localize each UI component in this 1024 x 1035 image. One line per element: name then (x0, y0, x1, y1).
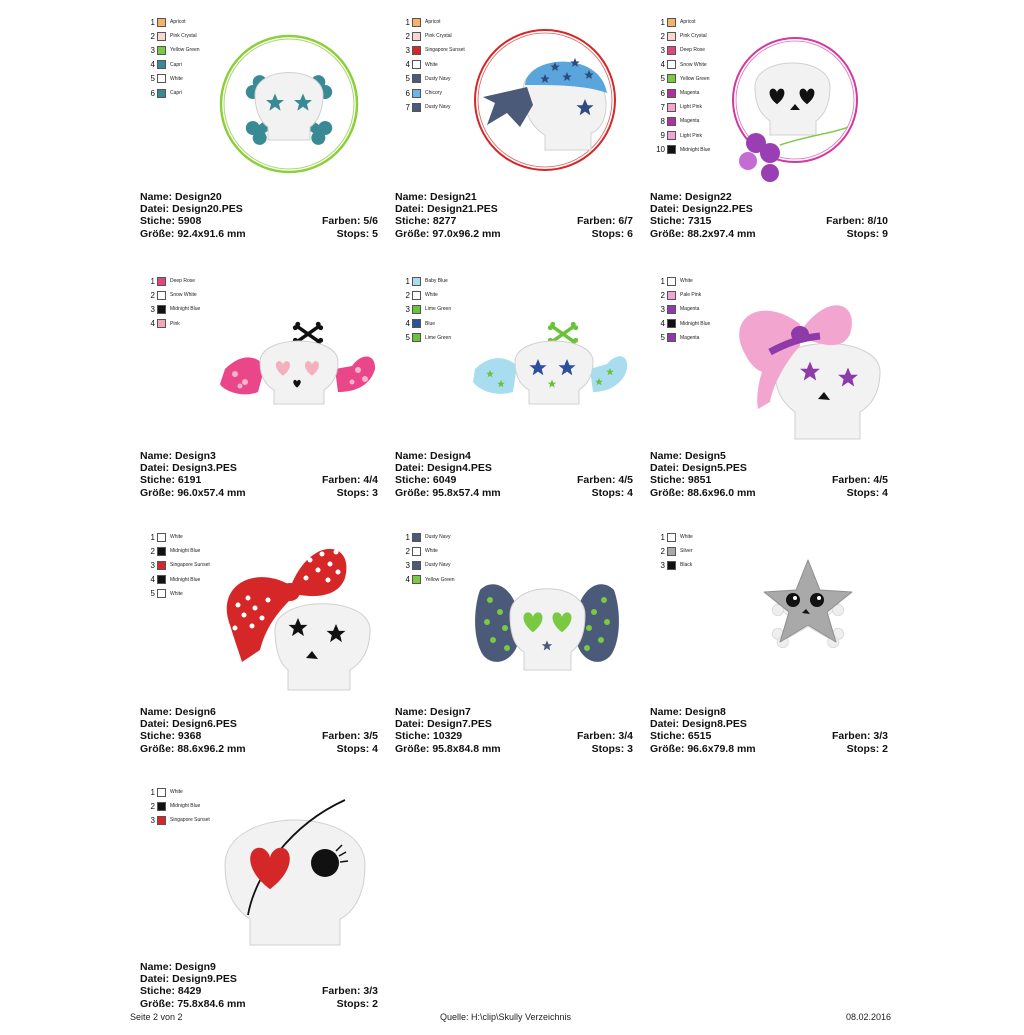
size-stops-row (395, 487, 633, 499)
swatch-label: Magenta (680, 306, 700, 313)
swatch-label: Yellow Green (680, 75, 710, 82)
design-name: Name: Design22 (650, 191, 732, 203)
stitch-color-row (395, 730, 633, 742)
stitch-count: Stiche: 8277 (395, 215, 457, 228)
swatch-number: 1 (405, 17, 410, 27)
design-size: Größe: 97.0x96.2 mm (395, 227, 501, 240)
stop-count: Stops: 6 (591, 227, 633, 240)
swatch-label: Light Pink (680, 132, 702, 139)
swatch-number: 5 (405, 74, 410, 84)
design-name: Name: Design4 (395, 450, 471, 462)
swatch-number: 3 (150, 45, 155, 55)
swatch-label: Black (680, 562, 693, 569)
design-name: Name: Design6 (140, 706, 216, 718)
stop-count: Stops: 4 (336, 742, 378, 755)
design-file: Datei: Design21.PES (395, 203, 498, 216)
swatch-label: Midnight Blue (170, 548, 201, 555)
size-stops-row (395, 228, 633, 240)
design-preview (140, 530, 390, 715)
stitch-color-row (140, 730, 378, 742)
stitch-count: Stiche: 9851 (650, 474, 712, 487)
design-file: Datei: Design4.PES (395, 462, 492, 475)
swatch-label: Singapore Sunset (170, 562, 210, 569)
design-size: Größe: 96.6x79.8 mm (650, 742, 756, 755)
swatch-label: Singapore Sunset (425, 47, 465, 54)
swatch-label: Capri (170, 90, 182, 97)
swatch-number: 8 (660, 116, 665, 126)
swatch-number: 2 (660, 31, 665, 41)
stitch-count: Stiche: 8429 (140, 985, 202, 998)
swatch-label: Midnight Blue (170, 803, 201, 810)
swatch-label: Pink Crystal (680, 33, 707, 40)
design-size: Größe: 88.2x97.4 mm (650, 227, 756, 240)
stitch-color-row (650, 730, 888, 742)
swatch-number: 4 (405, 60, 410, 70)
source-path: Quelle: H:\clip\Skully Verzeichnis (440, 1012, 572, 1022)
design-preview (650, 530, 900, 715)
swatch-number: 5 (660, 333, 665, 343)
stitch-color-row (395, 215, 633, 227)
swatch-number: 2 (150, 31, 155, 41)
stitch-color-row (650, 215, 888, 227)
swatch-label: Apricot (170, 19, 186, 26)
size-stops-row (395, 743, 633, 755)
swatch-label: Dusty Navy (425, 534, 451, 541)
swatch-number: 2 (660, 546, 665, 556)
stitch-count: Stiche: 6191 (140, 474, 202, 487)
design-preview (650, 274, 900, 459)
size-stops-row (650, 487, 888, 499)
design-file: Datei: Design3.PES (140, 462, 237, 475)
swatch-label: White (680, 534, 693, 541)
design-card-7 (395, 530, 645, 780)
swatch-number: 5 (660, 74, 665, 84)
page-number: Seite 2 von 2 (130, 1012, 183, 1022)
swatch-number: 7 (660, 102, 665, 112)
size-stops-row (650, 743, 888, 755)
swatch-label: Yellow Green (425, 576, 455, 583)
design-size: Größe: 95.8x57.4 mm (395, 486, 501, 499)
stitch-count: Stiche: 9368 (140, 730, 202, 743)
stop-count: Stops: 4 (846, 486, 888, 499)
swatch-label: Light Pink (680, 104, 702, 111)
size-stops-row (650, 228, 888, 240)
swatch-label: Pale Pink (680, 292, 702, 299)
design-name: Name: Design20 (140, 191, 222, 203)
color-count: Farben: 3/4 (576, 730, 633, 743)
swatch-number: 2 (660, 290, 665, 300)
design-card-20 (140, 15, 390, 265)
swatch-label: Snow White (170, 292, 197, 299)
design-preview (395, 530, 645, 715)
stop-count: Stops: 2 (336, 997, 378, 1010)
swatch-label: White (170, 590, 183, 597)
design-preview (650, 15, 900, 200)
color-count: Farben: 4/5 (576, 474, 633, 487)
size-stops-row (140, 998, 378, 1010)
swatch-number: 3 (660, 304, 665, 314)
stitch-color-row (140, 985, 378, 997)
swatch-number: 3 (660, 560, 665, 570)
swatch-label: Magenta (680, 90, 700, 97)
design-info (650, 706, 888, 755)
swatch-number: 1 (660, 17, 665, 27)
size-stops-row (140, 228, 378, 240)
stop-count: Stops: 4 (591, 486, 633, 499)
swatch-label: Midnight Blue (170, 576, 201, 583)
stop-count: Stops: 3 (336, 486, 378, 499)
design-name: Name: Design7 (395, 706, 471, 718)
swatch-label: Apricot (425, 19, 441, 26)
color-count: Farben: 5/6 (321, 215, 378, 228)
design-name: Name: Design3 (140, 450, 216, 462)
color-count: Farben: 6/7 (576, 215, 633, 228)
swatch-number: 2 (405, 31, 410, 41)
swatch-number: 9 (660, 131, 665, 141)
design-size: Größe: 95.8x84.8 mm (395, 742, 501, 755)
design-file: Datei: Design9.PES (140, 973, 237, 986)
swatch-number: 10 (656, 145, 665, 155)
stitch-count: Stiche: 10329 (395, 730, 463, 743)
swatch-label: Magenta (680, 118, 700, 125)
design-name: Name: Design21 (395, 191, 477, 203)
swatch-number: 4 (405, 575, 410, 585)
design-info (140, 191, 378, 240)
design-card-5 (650, 274, 900, 524)
swatch-label: White (425, 548, 438, 555)
swatch-number: 5 (150, 589, 155, 599)
design-file: Datei: Design8.PES (650, 718, 747, 731)
swatch-label: White (170, 75, 183, 82)
design-file: Datei: Design7.PES (395, 718, 492, 731)
swatch-label: Blue (425, 320, 436, 327)
swatch-number: 3 (405, 560, 410, 570)
swatch-number: 4 (150, 60, 155, 70)
swatch-number: 3 (150, 304, 155, 314)
swatch-number: 2 (405, 290, 410, 300)
stop-count: Stops: 2 (846, 742, 888, 755)
design-file: Datei: Design22.PES (650, 203, 753, 216)
design-name: Name: Design9 (140, 961, 216, 973)
design-preview (140, 274, 390, 459)
swatch-number: 4 (660, 60, 665, 70)
swatch-label: Midnight Blue (680, 146, 711, 153)
swatch-number: 1 (660, 276, 665, 286)
swatch-label: Pink Crystal (425, 33, 452, 40)
swatch-label: White (170, 789, 183, 796)
color-count: Farben: 4/5 (831, 474, 888, 487)
design-card-22 (650, 15, 900, 265)
color-count: Farben: 3/3 (321, 985, 378, 998)
color-count: Farben: 3/3 (831, 730, 888, 743)
swatch-label: Deep Rose (680, 47, 706, 54)
stitch-count: Stiche: 6515 (650, 730, 712, 743)
swatch-label: White (680, 278, 693, 285)
stop-count: Stops: 5 (336, 227, 378, 240)
design-info (650, 450, 888, 499)
swatch-number: 4 (150, 319, 155, 329)
stitch-color-row (650, 474, 888, 486)
design-card-9 (140, 785, 390, 1035)
design-size: Größe: 75.8x84.6 mm (140, 997, 246, 1010)
swatch-label: Dusty Navy (425, 75, 451, 82)
size-stops-row (140, 487, 378, 499)
swatch-number: 2 (405, 546, 410, 556)
swatch-label: Lime Green (425, 306, 452, 313)
swatch-number: 3 (150, 560, 155, 570)
stitch-count: Stiche: 5908 (140, 215, 202, 228)
swatch-label: Singapore Sunset (170, 817, 210, 824)
swatch-number: 3 (405, 304, 410, 314)
design-info (395, 191, 633, 240)
swatch-number: 1 (405, 276, 410, 286)
design-size: Größe: 88.6x96.2 mm (140, 742, 246, 755)
design-info (140, 961, 378, 1010)
design-file: Datei: Design20.PES (140, 203, 243, 216)
design-info (140, 706, 378, 755)
swatch-number: 7 (405, 102, 410, 112)
design-preview (395, 15, 645, 200)
stitch-color-row (395, 474, 633, 486)
color-count: Farben: 4/4 (321, 474, 378, 487)
swatch-label: Pink (170, 320, 180, 327)
swatch-label: White (170, 534, 183, 541)
swatch-label: Pink Crystal (170, 33, 197, 40)
design-card-21 (395, 15, 645, 265)
swatch-number: 3 (150, 815, 155, 825)
design-info (395, 706, 633, 755)
color-count: Farben: 3/5 (321, 730, 378, 743)
swatch-label: White (425, 292, 438, 299)
swatch-number: 1 (150, 787, 155, 797)
swatch-number: 1 (150, 532, 155, 542)
swatch-number: 3 (405, 45, 410, 55)
swatch-number: 4 (405, 319, 410, 329)
swatch-number: 1 (150, 17, 155, 27)
swatch-label: Dusty Navy (425, 562, 451, 569)
design-info (650, 191, 888, 240)
swatch-number: 2 (150, 290, 155, 300)
design-card-4 (395, 274, 645, 524)
swatch-label: Magenta (680, 334, 700, 341)
design-preview (140, 15, 390, 200)
design-card-6 (140, 530, 390, 780)
swatch-number: 2 (150, 546, 155, 556)
swatch-label: Yellow Green (170, 47, 200, 54)
design-file: Datei: Design5.PES (650, 462, 747, 475)
print-date: 08.02.2016 (846, 1012, 892, 1022)
swatch-label: White (425, 61, 438, 68)
swatch-label: Chicory (425, 90, 442, 97)
swatch-label: Deep Rose (170, 278, 196, 285)
swatch-number: 2 (150, 801, 155, 811)
design-file: Datei: Design6.PES (140, 718, 237, 731)
design-card-3 (140, 274, 390, 524)
design-info (395, 450, 633, 499)
swatch-label: Apricot (680, 19, 696, 26)
swatch-number: 5 (150, 74, 155, 84)
swatch-number: 1 (405, 532, 410, 542)
swatch-number: 1 (660, 532, 665, 542)
stop-count: Stops: 9 (846, 227, 888, 240)
stitch-color-row (140, 474, 378, 486)
swatch-number: 6 (150, 88, 155, 98)
swatch-label: Snow White (680, 61, 707, 68)
swatch-label: Dusty Navy (425, 104, 451, 111)
swatch-label: Baby Blue (425, 278, 448, 285)
design-card-8 (650, 530, 900, 780)
swatch-number: 6 (660, 88, 665, 98)
size-stops-row (140, 743, 378, 755)
design-preview (140, 785, 390, 970)
swatch-label: Silver (680, 548, 693, 555)
design-name: Name: Design5 (650, 450, 726, 462)
swatch-label: Midnight Blue (680, 320, 711, 327)
swatch-number: 1 (150, 276, 155, 286)
swatch-number: 5 (405, 333, 410, 343)
stitch-count: Stiche: 6049 (395, 474, 457, 487)
swatch-label: Capri (170, 61, 182, 68)
swatch-number: 3 (660, 45, 665, 55)
stitch-count: Stiche: 7315 (650, 215, 712, 228)
stop-count: Stops: 3 (591, 742, 633, 755)
design-info (140, 450, 378, 499)
stitch-color-row (140, 215, 378, 227)
color-count: Farben: 8/10 (826, 215, 888, 228)
swatch-number: 4 (150, 575, 155, 585)
swatch-number: 4 (660, 319, 665, 329)
design-name: Name: Design8 (650, 706, 726, 718)
swatch-number: 6 (405, 88, 410, 98)
swatch-label: Midnight Blue (170, 306, 201, 313)
design-preview (395, 274, 645, 459)
design-size: Größe: 96.0x57.4 mm (140, 486, 246, 499)
swatch-label: Lime Green (425, 334, 452, 341)
design-size: Größe: 92.4x91.6 mm (140, 227, 246, 240)
design-size: Größe: 88.6x96.0 mm (650, 486, 756, 499)
